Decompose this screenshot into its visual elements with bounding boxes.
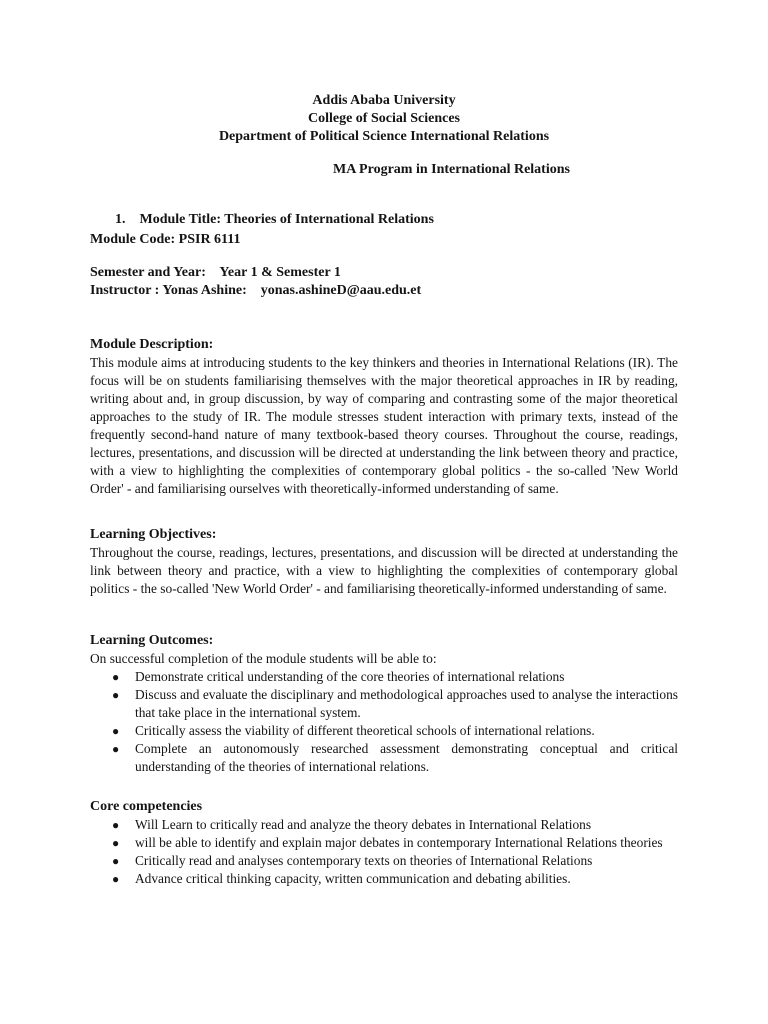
learning-outcomes-section xyxy=(90,632,678,776)
document-header xyxy=(0,92,768,146)
university-name: Addis Ababa University xyxy=(312,93,456,108)
module-title xyxy=(115,212,434,228)
list-item: ● Critically assess the viability of different theoretical schools of international relations. xyxy=(112,723,595,738)
bullet-icon: ● xyxy=(112,670,120,684)
module-description-text: This module aims at introducing students to the key thinkers and theories in International Relations (IR). The focus will be on students familiarising themselves with the major theoretical approaches in IR by reading, writing about and, in group discussion, by way of comparing and contrasting some of the major theoretical approaches to the study of IR. The module stresses student interaction with primary texts, instead of the frequently second-hand nature of many textbook-based theory courses. Throughout the course, readings, lectures, presentations, and discussion will be directed at understanding the link between theory and practice, with a view to highlighting the complexities of contemporary global politics - the so-called 'New World Order' - and familiarising ourselves with theoretically-informed understanding of same. xyxy=(90,355,678,496)
bullet-icon: ● xyxy=(112,854,120,868)
learning-objectives-text: Throughout the course, readings, lectures, presentations, and discussion will be directed at understanding the link between theory and practice, with a view to highlighting the complexities of contemporary global politics - the so-called 'New World Order' - and familiarising theoretically-informed understanding of same. xyxy=(90,545,678,596)
bullet-icon: ● xyxy=(112,836,120,850)
college-name: College of Social Sciences xyxy=(307,111,461,126)
bullet-icon: ● xyxy=(112,688,120,702)
department-name: Department of Political Science International Relations xyxy=(218,129,550,144)
module-title-text: Module Title: Theories of International Relations xyxy=(139,212,434,227)
bullet-icon: ● xyxy=(112,742,120,756)
module-description-section xyxy=(90,336,678,498)
instructor-line: Instructor : Yonas Ashine: yonas.ashineD@aau.edu.et xyxy=(90,283,422,298)
list-item: ● Discuss and evaluate the disciplinary and methodological approaches used to analyse the interactions that take place in the international system. xyxy=(112,687,678,720)
core-competencies-section xyxy=(90,798,678,888)
core-competencies-list xyxy=(90,816,678,888)
list-item: ● will be able to identify and explain major debates in contemporary International Relations theories xyxy=(112,835,663,850)
learning-outcomes-list xyxy=(90,668,678,776)
bullet-icon: ● xyxy=(112,724,120,738)
learning-outcomes-heading: Learning Outcomes: xyxy=(90,633,214,648)
list-item: ● Critically read and analyses contemporary texts on theories of International Relations xyxy=(112,853,593,868)
list-item: ● Demonstrate critical understanding of the core theories of international relations xyxy=(112,669,565,684)
list-item: ● Complete an autonomously researched assessment demonstrating conceptual and critical understanding of the theories of international relations. xyxy=(112,741,678,774)
list-item: ● Advance critical thinking capacity, written communication and debating abilities. xyxy=(112,871,571,886)
bullet-icon: ● xyxy=(112,818,120,832)
module-code: Module Code: PSIR 6111 xyxy=(90,232,241,247)
program-name: MA Program in International Relations xyxy=(333,162,570,177)
semester-year: Semester and Year: Year 1 & Semester 1 xyxy=(90,265,341,280)
module-description-heading: Module Description: xyxy=(90,337,214,352)
bullet-icon: ● xyxy=(112,872,120,886)
learning-objectives-heading: Learning Objectives: xyxy=(90,527,217,542)
core-competencies-heading: Core competencies xyxy=(90,799,203,814)
module-title-number: 1. xyxy=(115,212,126,227)
learning-outcomes-intro: On successful completion of the module students will be able to: xyxy=(90,651,437,666)
list-item: ● Will Learn to critically read and analyze the theory debates in International Relations xyxy=(112,817,592,832)
learning-objectives-section xyxy=(90,526,678,598)
